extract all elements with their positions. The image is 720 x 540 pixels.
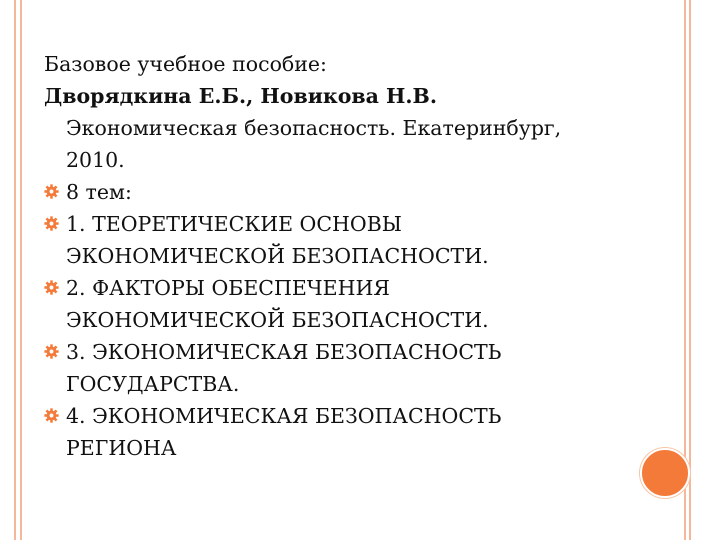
frame-line-left-inner [20,0,22,540]
list-item-line-2: ЭКОНОМИЧЕСКОЙ БЕЗОПАСНОСТИ. [66,244,489,268]
gear-icon [44,216,59,231]
gear-icon [44,344,59,359]
list-item-line-1: 1. ТЕОРЕТИЧЕСКИЕ ОСНОВЫ [66,212,402,236]
slide-content [44,48,644,464]
gear-icon [44,408,59,423]
frame-line-right-inner [689,0,691,540]
list-item-line-1: 3. ЭКОНОМИЧЕСКАЯ БЕЗОПАСНОСТЬ [66,340,502,364]
list-item-line-2: РЕГИОНА [66,436,177,460]
list-item [44,176,644,208]
book-title-line-2: 2010. [66,148,125,172]
list-item-line-1: 4. ЭКОНОМИЧЕСКАЯ БЕЗОПАСНОСТЬ [66,404,502,428]
decorative-circle [640,448,690,498]
list-item-line-2: ГОСУДАРСТВА. [66,372,240,396]
heading: Базовое учебное пособие: [44,52,327,76]
authors: Дворядкина Е.Б., Новикова Н.В. [44,84,438,108]
list-item [44,400,644,464]
gear-icon [44,184,59,199]
list-item-line-2: ЭКОНОМИЧЕСКОЙ БЕЗОПАСНОСТИ. [66,308,489,332]
list-item-line-1: 2. ФАКТОРЫ ОБЕСПЕЧЕНИЯ [66,276,390,300]
list-item [44,336,644,400]
list-item [44,208,644,272]
frame-line-left-outer [14,0,16,540]
list-item-line-1: 8 тем: [66,180,132,204]
list-item [44,272,644,336]
gear-icon [44,280,59,295]
book-title-line-1: Экономическая безопасность. Екатеринбург, [66,116,562,140]
